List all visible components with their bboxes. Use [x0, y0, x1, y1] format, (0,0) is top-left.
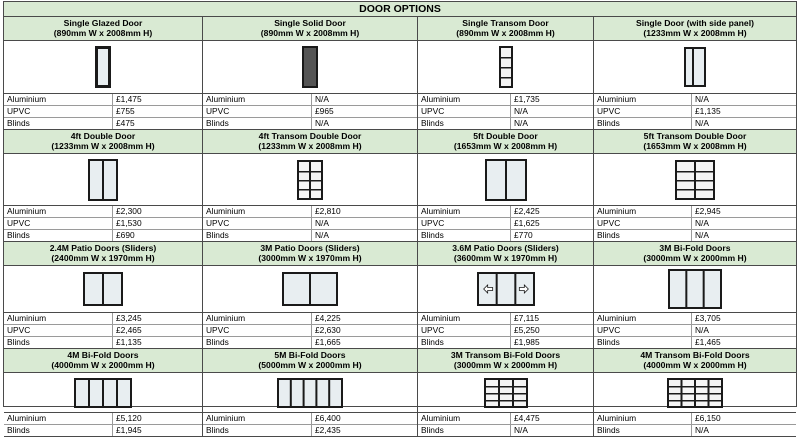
price-row — [594, 118, 796, 130]
price-row — [418, 313, 593, 325]
material-label: Aluminium — [4, 94, 113, 105]
material-label: UPVC — [4, 325, 113, 336]
price-value: £2,425 — [514, 206, 540, 216]
door-name: 4M Transom Bi-Fold Doors — [640, 350, 750, 360]
door-size: (2400mm W x 1970mm H) — [51, 253, 155, 263]
material-label: Blinds — [4, 425, 113, 436]
price-rows — [4, 94, 203, 130]
door-image — [4, 154, 203, 206]
price-value: £6,150 — [695, 413, 721, 423]
price-rows — [418, 413, 594, 437]
material-label: Blinds — [203, 425, 312, 436]
door-image — [4, 266, 203, 313]
door-header — [594, 17, 796, 41]
price-value: £1,475 — [116, 94, 142, 104]
price-value: N/A — [315, 218, 329, 228]
material-label: UPVC — [203, 218, 312, 229]
price-value: £2,630 — [315, 325, 341, 335]
price-row — [418, 337, 593, 349]
door-options-table — [3, 1, 797, 435]
door-name: Single Glazed Door — [63, 18, 143, 28]
material-label: Blinds — [203, 337, 312, 348]
price-value: £2,810 — [315, 206, 341, 216]
price-value: N/A — [315, 94, 329, 104]
door-image — [418, 373, 594, 413]
price-value: £4,225 — [315, 313, 341, 323]
price-value: £2,465 — [116, 325, 142, 335]
price-row — [203, 425, 417, 437]
door-size: (3600mm W x 1970mm H) — [453, 253, 558, 263]
door-image — [203, 154, 418, 206]
door-header — [203, 130, 418, 154]
door-header — [4, 130, 203, 154]
price-rows — [594, 94, 796, 130]
door-image — [418, 266, 594, 313]
material-label: UPVC — [418, 218, 511, 229]
single-door-side-panel-icon — [684, 47, 706, 87]
price-row — [4, 413, 202, 425]
material-label: Blinds — [203, 118, 312, 129]
door-band — [4, 349, 796, 437]
price-row — [594, 106, 796, 118]
material-label: Blinds — [594, 230, 692, 241]
price-row — [4, 118, 202, 130]
price-rows — [418, 206, 594, 242]
door-header — [594, 130, 796, 154]
price-row — [594, 218, 796, 230]
price-value: £1,135 — [695, 106, 721, 116]
material-label: Aluminium — [594, 94, 692, 105]
price-row — [203, 118, 417, 130]
patio-slider-arrows-icon — [477, 272, 535, 306]
material-label: Blinds — [418, 337, 511, 348]
door-image — [4, 41, 203, 94]
door-header — [203, 349, 418, 373]
material-label: UPVC — [418, 325, 511, 336]
price-value: £6,400 — [315, 413, 341, 423]
single-glazed-door-icon — [95, 46, 111, 88]
transom-double-door-icon — [675, 160, 715, 200]
price-value: N/A — [695, 230, 709, 240]
price-value: N/A — [514, 118, 528, 128]
price-row — [203, 313, 417, 325]
material-label: Aluminium — [418, 313, 511, 324]
price-row — [418, 206, 593, 218]
price-row — [203, 230, 417, 242]
material-label: Aluminium — [4, 206, 113, 217]
door-name: Single Door (with side panel) — [636, 18, 754, 28]
double-door-icon — [88, 159, 118, 201]
door-name: 2.4M Patio Doors (Sliders) — [49, 243, 157, 253]
price-value: N/A — [695, 325, 709, 335]
price-row — [418, 94, 593, 106]
door-name: 5M Bi-Fold Doors — [274, 350, 346, 360]
table-title: DOOR OPTIONS — [4, 2, 796, 17]
price-value: N/A — [695, 94, 709, 104]
price-value: £3,245 — [116, 313, 142, 323]
price-value: £7,115 — [514, 313, 539, 323]
door-band — [4, 242, 796, 349]
price-value: N/A — [315, 118, 329, 128]
price-rows — [203, 313, 418, 349]
material-label: Aluminium — [203, 313, 312, 324]
door-size: (3000mm W x 2000mm H) — [453, 360, 558, 370]
door-image — [418, 41, 594, 94]
price-row — [594, 94, 796, 106]
door-name: 4ft Transom Double Door — [258, 131, 362, 141]
material-label: Blinds — [418, 425, 511, 436]
single-solid-door-icon — [302, 46, 318, 88]
price-value: N/A — [514, 106, 528, 116]
single-transom-door-icon — [499, 46, 513, 88]
price-row — [203, 218, 417, 230]
door-image — [594, 154, 796, 206]
price-row — [418, 218, 593, 230]
price-row — [4, 230, 202, 242]
door-header — [4, 349, 203, 373]
door-name: 4ft Double Door — [70, 131, 136, 141]
door-size: (4000mm W x 2000mm H) — [643, 360, 747, 370]
price-row — [594, 206, 796, 218]
bifold-door-icon — [277, 378, 343, 408]
door-header — [418, 17, 594, 41]
price-value: £5,250 — [514, 325, 540, 335]
price-row — [4, 218, 202, 230]
door-name: 5ft Transom Double Door — [643, 131, 747, 141]
door-image — [418, 154, 594, 206]
material-label: UPVC — [418, 106, 511, 117]
patio-slider-icon — [282, 272, 338, 306]
price-row — [4, 206, 202, 218]
material-label: Blinds — [418, 118, 511, 129]
price-row — [418, 325, 593, 337]
door-header — [418, 130, 594, 154]
material-label: Blinds — [594, 337, 692, 348]
price-value: £1,735 — [514, 94, 540, 104]
material-label: Blinds — [594, 118, 692, 129]
price-row — [594, 425, 796, 437]
material-label: Aluminium — [4, 313, 113, 324]
price-value: £965 — [315, 106, 334, 116]
door-name: Single Transom Door — [462, 18, 549, 28]
price-row — [418, 118, 593, 130]
price-rows — [4, 313, 203, 349]
price-value: £755 — [116, 106, 135, 116]
price-value: £1,625 — [514, 218, 540, 228]
bifold-door-icon — [74, 378, 132, 408]
price-value: £1,985 — [514, 337, 540, 347]
door-header — [4, 242, 203, 266]
material-label: UPVC — [203, 106, 312, 117]
material-label: Aluminium — [4, 413, 113, 424]
material-label: Aluminium — [203, 413, 312, 424]
price-rows — [203, 94, 418, 130]
double-door-icon — [485, 159, 527, 201]
price-value: £690 — [116, 230, 135, 240]
price-row — [418, 425, 593, 437]
price-row — [418, 413, 593, 425]
material-label: Blinds — [4, 230, 113, 241]
material-label: UPVC — [4, 218, 113, 229]
price-value: £475 — [116, 118, 135, 128]
price-row — [594, 337, 796, 349]
price-row — [594, 325, 796, 337]
material-label: UPVC — [594, 106, 692, 117]
price-rows — [418, 313, 594, 349]
door-image — [594, 41, 796, 94]
price-row — [203, 337, 417, 349]
price-value: £1,465 — [695, 337, 721, 347]
price-row — [203, 94, 417, 106]
price-value: £770 — [514, 230, 533, 240]
door-header — [4, 17, 203, 41]
transom-bifold-door-icon — [484, 378, 528, 408]
price-row — [4, 425, 202, 437]
price-rows — [4, 413, 203, 437]
door-size: (890mm W x 2008mm H) — [456, 28, 555, 38]
price-value: £5,120 — [116, 413, 142, 423]
price-value: N/A — [695, 118, 709, 128]
price-row — [4, 337, 202, 349]
material-label: Aluminium — [594, 313, 692, 324]
price-value: £2,435 — [315, 425, 341, 435]
transom-double-door-icon — [297, 160, 323, 200]
material-label: Aluminium — [418, 413, 511, 424]
price-value: N/A — [514, 425, 528, 435]
price-row — [4, 313, 202, 325]
material-label: Blinds — [203, 230, 312, 241]
material-label: UPVC — [594, 325, 692, 336]
door-size: (1653mm W x 2008mm H) — [453, 141, 558, 151]
material-label: Aluminium — [203, 94, 312, 105]
door-image — [594, 266, 796, 313]
door-name: Single Solid Door — [274, 18, 346, 28]
price-value: £3,705 — [695, 313, 721, 323]
price-value: £1,135 — [116, 337, 142, 347]
price-row — [594, 413, 796, 425]
door-size: (890mm W x 2008mm H) — [53, 28, 153, 38]
price-rows — [4, 206, 203, 242]
door-size: (890mm W x 2008mm H) — [260, 28, 360, 38]
door-image — [203, 373, 418, 413]
price-value: N/A — [695, 425, 709, 435]
door-header — [203, 17, 418, 41]
bifold-door-icon — [668, 269, 722, 309]
price-value: £4,475 — [514, 413, 540, 423]
transom-bifold-door-icon — [667, 378, 723, 408]
material-label: Aluminium — [203, 206, 312, 217]
door-header — [594, 242, 796, 266]
price-row — [4, 325, 202, 337]
price-row — [594, 230, 796, 242]
material-label: Blinds — [4, 118, 113, 129]
door-size: (1233mm W x 2008mm H) — [51, 141, 155, 151]
price-row — [4, 106, 202, 118]
door-image — [594, 373, 796, 413]
price-value: £1,530 — [116, 218, 142, 228]
door-size: (1233mm W x 2008mm H) — [643, 28, 747, 38]
door-band — [4, 130, 796, 242]
table-body — [4, 17, 796, 437]
material-label: UPVC — [4, 106, 113, 117]
price-row — [4, 94, 202, 106]
price-row — [203, 106, 417, 118]
door-name: 3M Transom Bi-Fold Doors — [450, 350, 561, 360]
price-value: £2,300 — [116, 206, 142, 216]
material-label: Aluminium — [594, 206, 692, 217]
patio-slider-icon — [83, 272, 123, 306]
door-name: 3.6M Patio Doors (Sliders) — [452, 243, 559, 253]
door-size: (3000mm W x 1970mm H) — [258, 253, 362, 263]
material-label: Aluminium — [418, 94, 511, 105]
price-value: £1,945 — [116, 425, 142, 435]
door-image — [203, 41, 418, 94]
door-size: (5000mm W x 2000mm H) — [258, 360, 362, 370]
material-label: Blinds — [4, 337, 113, 348]
price-rows — [594, 413, 796, 437]
door-image — [4, 373, 203, 413]
price-row — [203, 413, 417, 425]
material-label: UPVC — [594, 218, 692, 229]
price-value: £1,665 — [315, 337, 341, 347]
door-size: (4000mm W x 2000mm H) — [51, 360, 155, 370]
door-size: (1653mm W x 2008mm H) — [643, 141, 747, 151]
price-rows — [418, 94, 594, 130]
door-header — [594, 349, 796, 373]
door-header — [418, 242, 594, 266]
door-name: 4M Bi-Fold Doors — [67, 350, 139, 360]
door-header — [203, 242, 418, 266]
door-image — [203, 266, 418, 313]
price-value: N/A — [695, 218, 709, 228]
price-rows — [203, 413, 418, 437]
price-row — [594, 313, 796, 325]
material-label: Blinds — [418, 230, 511, 241]
door-size: (3000mm W x 2000mm H) — [643, 253, 747, 263]
price-row — [203, 206, 417, 218]
price-row — [203, 325, 417, 337]
price-rows — [203, 206, 418, 242]
material-label: Blinds — [594, 425, 692, 436]
material-label: UPVC — [203, 325, 312, 336]
price-value: N/A — [315, 230, 329, 240]
material-label: Aluminium — [418, 206, 511, 217]
door-size: (1233mm W x 2008mm H) — [258, 141, 362, 151]
door-name: 5ft Double Door — [473, 131, 538, 141]
price-value: £2,945 — [695, 206, 721, 216]
door-band — [4, 17, 796, 130]
door-name: 3M Bi-Fold Doors — [659, 243, 731, 253]
door-header — [418, 349, 594, 373]
price-row — [418, 106, 593, 118]
price-rows — [594, 206, 796, 242]
price-row — [418, 230, 593, 242]
price-rows — [594, 313, 796, 349]
material-label: Aluminium — [594, 413, 692, 424]
door-name: 3M Patio Doors (Sliders) — [260, 243, 360, 253]
